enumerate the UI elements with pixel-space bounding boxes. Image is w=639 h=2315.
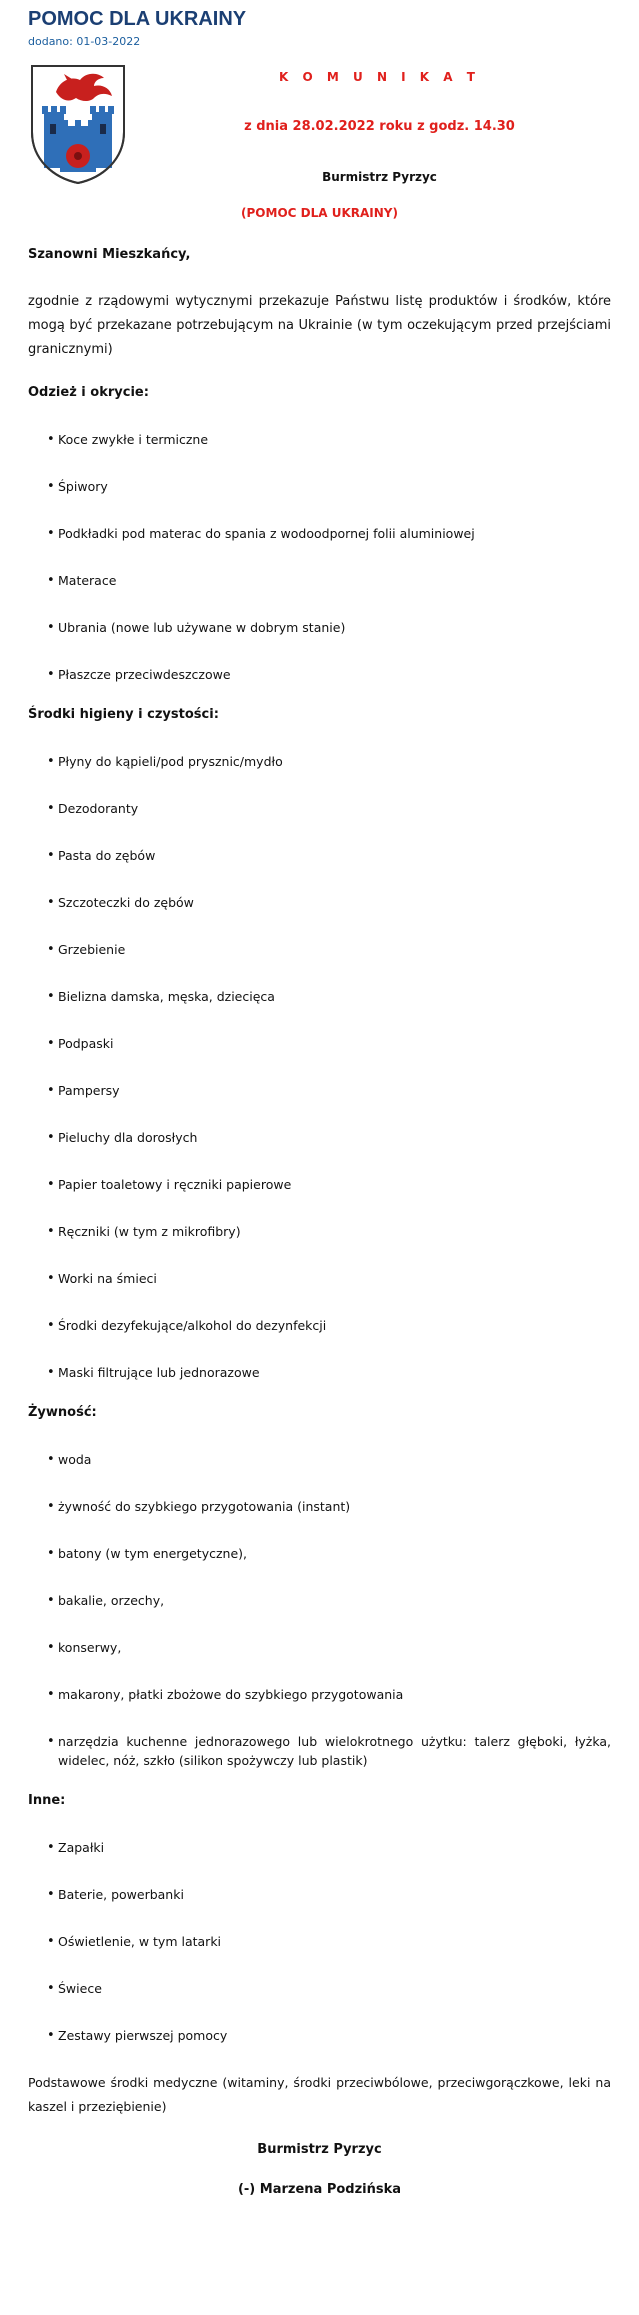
list-item: • Ubrania (nowe lub używane w dobrym stanie) bbox=[58, 618, 611, 637]
list-item: • Baterie, powerbanki bbox=[58, 1885, 611, 1904]
list-item: • Papier toaletowy i ręczniki papierowe bbox=[58, 1175, 611, 1194]
list-item: • konserwy, bbox=[58, 1638, 611, 1657]
announcement-label: K O M U N I K A T bbox=[279, 70, 480, 84]
list-item: • Ręczniki (w tym z mikrofibry) bbox=[58, 1222, 611, 1241]
list-food bbox=[28, 1450, 611, 1770]
list-item: • Pasta do zębów bbox=[58, 846, 611, 865]
list-item: • Świece bbox=[58, 1979, 611, 1998]
list-item: • Materace bbox=[58, 571, 611, 590]
signature-title: Burmistrz Pyrzyc bbox=[257, 2142, 382, 2157]
section-heading-other: Inne: bbox=[28, 1793, 66, 1808]
list-item: • makarony, płatki zbożowe do szybkiego przygotowania bbox=[58, 1685, 611, 1704]
coat-of-arms-image bbox=[28, 62, 128, 186]
list-item: • Zestawy pierwszej pomocy bbox=[58, 2026, 611, 2045]
list-item: • Środki dezyfekujące/alkohol do dezynfekcji bbox=[58, 1316, 611, 1335]
list-item: • Bielizna damska, męska, dziecięca bbox=[58, 987, 611, 1006]
list-item: • Płaszcze przeciwdeszczowe bbox=[58, 665, 611, 684]
list-hygiene bbox=[28, 752, 611, 1382]
greeting: Szanowni Mieszkańcy, bbox=[28, 247, 191, 262]
section-heading-clothing: Odzież i okrycie: bbox=[28, 385, 149, 400]
medical-supplies-paragraph: Podstawowe środki medyczne (witaminy, środki przeciwbólowe, przeciwgorączkowe, leki na kaszel i przeziębienie) bbox=[28, 2075, 611, 2114]
list-item: • Zapałki bbox=[58, 1838, 611, 1857]
list-item: • Pampersy bbox=[58, 1081, 611, 1100]
list-item: • batony (w tym energetyczne), bbox=[58, 1544, 611, 1563]
header-row bbox=[28, 62, 611, 190]
list-item: • żywność do szybkiego przygotowania (instant) bbox=[58, 1497, 611, 1516]
list-item: • woda bbox=[58, 1450, 611, 1469]
list-item: • Grzebienie bbox=[58, 940, 611, 959]
page-title: POMOC DLA UKRAINY bbox=[28, 8, 247, 30]
list-item: • Płyny do kąpieli/pod prysznic/mydło bbox=[58, 752, 611, 771]
list-clothing bbox=[28, 430, 611, 684]
announcement-header bbox=[148, 62, 611, 186]
date-added: dodano: 01-03-2022 bbox=[28, 35, 141, 48]
list-item: • bakalie, orzechy, bbox=[58, 1591, 611, 1610]
list-item: • Dezodoranty bbox=[58, 799, 611, 818]
list-item: • Pieluchy dla dorosłych bbox=[58, 1128, 611, 1147]
announcement-issuer: Burmistrz Pyrzyc bbox=[322, 170, 437, 184]
list-other bbox=[28, 1838, 611, 2045]
page bbox=[28, 0, 611, 2199]
list-item: • Podpaski bbox=[58, 1034, 611, 1053]
list-item: • Szczoteczki do zębów bbox=[58, 893, 611, 912]
list-item: • Podkładki pod materac do spania z wodoodpornej folii aluminiowej bbox=[58, 524, 611, 543]
list-item: • Worki na śmieci bbox=[58, 1269, 611, 1288]
list-item: • Koce zwykłe i termiczne bbox=[58, 430, 611, 449]
announcement-date: z dnia 28.02.2022 roku z godz. 14.30 bbox=[244, 119, 515, 134]
section-heading-food: Żywność: bbox=[28, 1405, 97, 1420]
list-item: • Maski filtrujące lub jednorazowe bbox=[58, 1363, 611, 1382]
announcement-subtitle: (POMOC DLA UKRAINY) bbox=[241, 206, 398, 220]
list-item: • narzędzia kuchenne jednorazowego lub wielokrotnego użytku: talerz głęboki, łyżka, widelec, nóż, szkło (silikon spożywczy lub plastik) bbox=[58, 1732, 611, 1770]
section-heading-hygiene: Środki higieny i czystości: bbox=[28, 707, 219, 722]
list-item: • Śpiwory bbox=[58, 477, 611, 496]
intro-paragraph: zgodnie z rządowymi wytycznymi przekazuje Państwu listę produktów i środków, które mogą być przekazane potrzebującym na Ukrainie (w tym oczekującym przed przejściami granicznymi) bbox=[28, 294, 611, 357]
signature-name: (-) Marzena Podzińska bbox=[237, 2182, 402, 2197]
list-item: • Oświetlenie, w tym latarki bbox=[58, 1932, 611, 1951]
